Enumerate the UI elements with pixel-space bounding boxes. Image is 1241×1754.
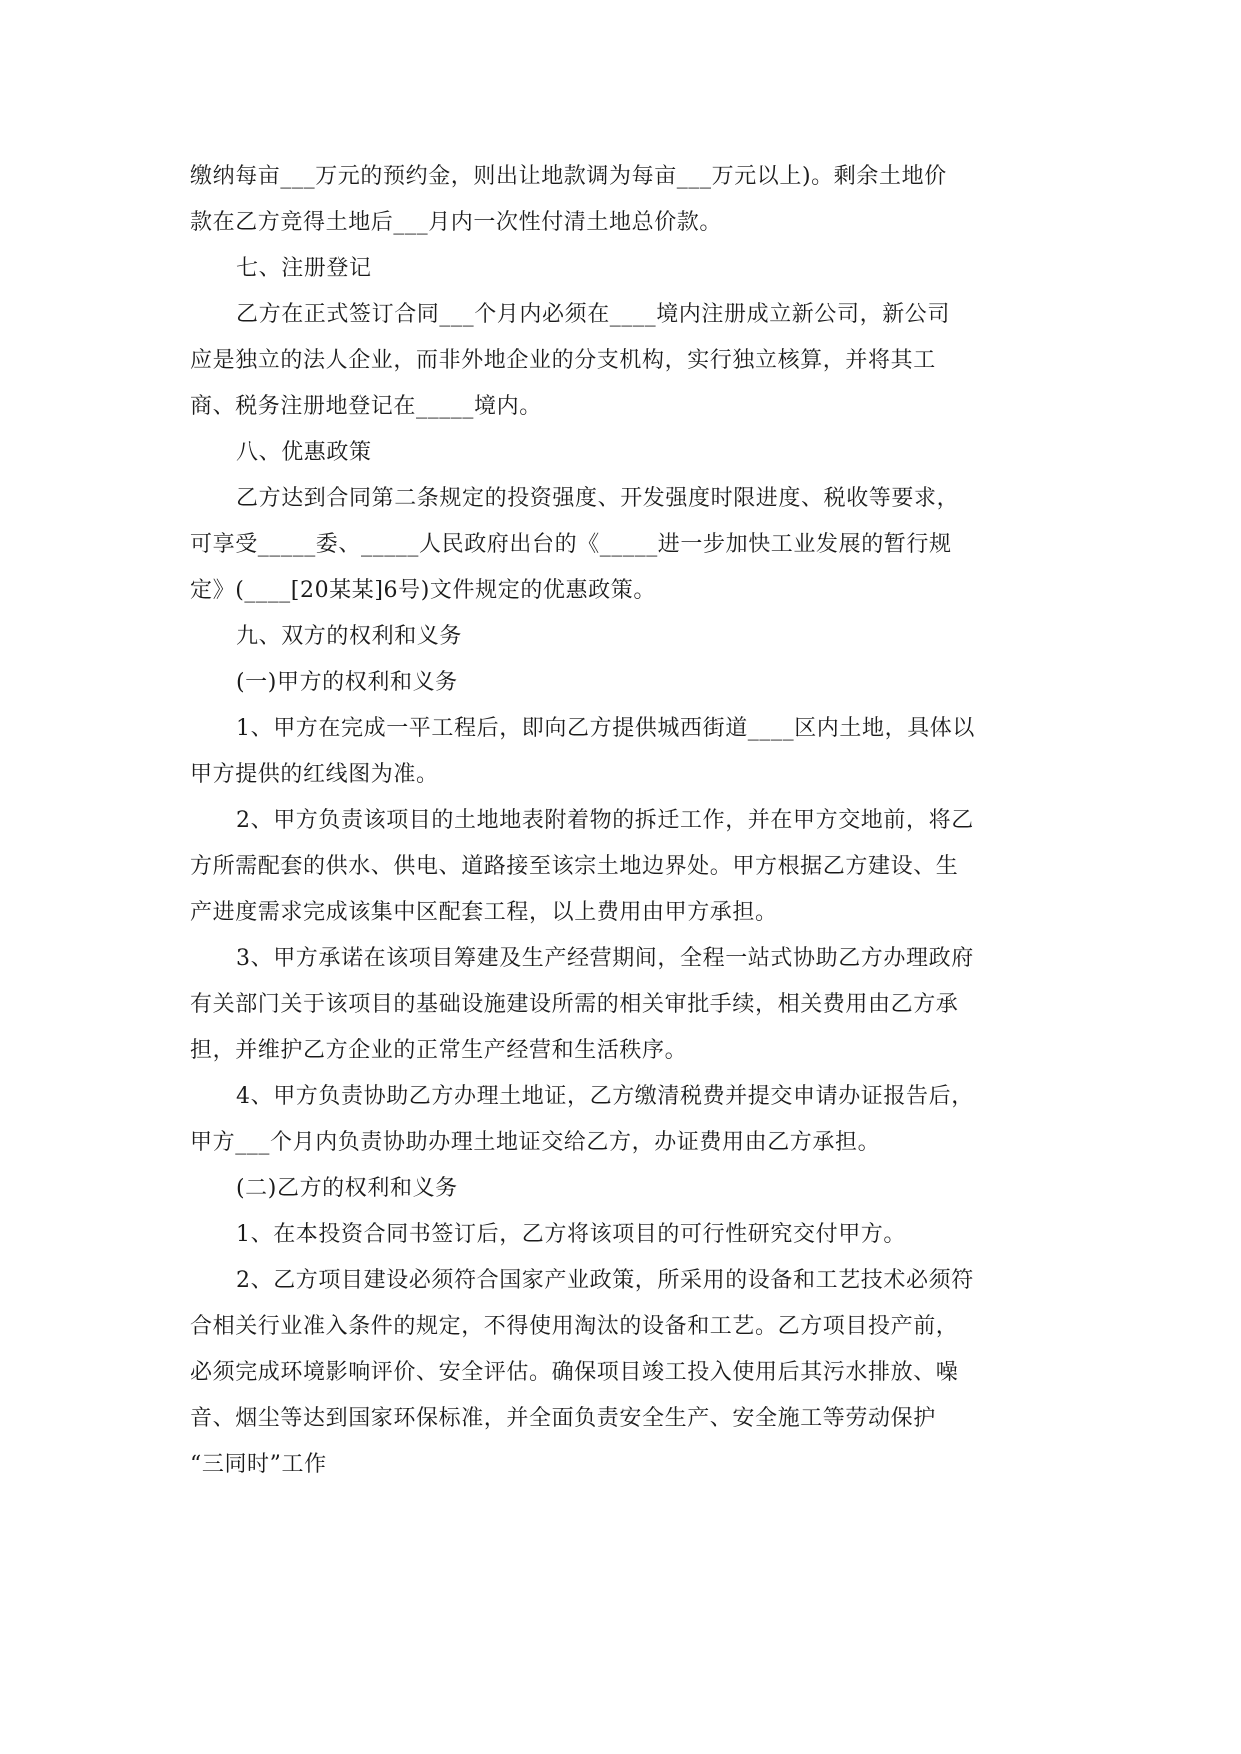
section-heading: 八、优惠政策 (236, 440, 372, 465)
text-line: 2、乙方项目建设必须符合国家产业政策，所采用的设备和工艺技术必须符 (236, 1268, 974, 1293)
text-line: 必须完成环境影响评价、安全评估。确保项目竣工投入使用后其污水排放、噪 (190, 1360, 959, 1385)
text-line: 合相关行业准入条件的规定，不得使用淘汰的设备和工艺。乙方项目投产前， (190, 1314, 959, 1339)
text-line: 产进度需求完成该集中区配套工程，以上费用由甲方承担。 (190, 900, 778, 925)
subsection-heading: (一)甲方的权利和义务 (236, 670, 458, 695)
text-line: 商、税务注册地登记在_____境内。 (190, 394, 542, 419)
text-line: 3、甲方承诺在该项目筹建及生产经营期间，全程一站式协助乙方办理政府 (236, 946, 974, 971)
text-line: “三同时”工作 (190, 1452, 327, 1477)
section-heading: 九、双方的权利和义务 (236, 624, 463, 649)
text-line: 担，并维护乙方企业的正常生产经营和生活秩序。 (190, 1038, 688, 1063)
text-line: 有关部门关于该项目的基础设施建设所需的相关审批手续，相关费用由乙方承 (190, 992, 959, 1017)
text-line: 可享受_____委、_____人民政府出台的《_____进一步加快工业发展的暂行规 (190, 532, 952, 557)
text-line: 缴纳每亩___万元的预约金，则出让地款调为每亩___万元以上)。剩余土地价 (190, 164, 947, 189)
text-line: 乙方在正式签订合同___个月内必须在____境内注册成立新公司，新公司 (236, 302, 951, 327)
text-line: 1、在本投资合同书签订后，乙方将该项目的可行性研究交付甲方。 (236, 1222, 906, 1247)
text-line: 1、甲方在完成一平工程后，即向乙方提供城西街道____区内土地，具体以 (236, 716, 975, 741)
document-page (190, 154, 1060, 1488)
section-heading: 七、注册登记 (236, 256, 372, 281)
text-line: 应是独立的法人企业，而非外地企业的分支机构，实行独立核算，并将其工 (190, 348, 936, 373)
text-line: 定》(____[20某某]6号)文件规定的优惠政策。 (190, 578, 656, 603)
text-line: 2、甲方负责该项目的土地地表附着物的拆迁工作，并在甲方交地前，将乙 (236, 808, 974, 833)
subsection-heading: (二)乙方的权利和义务 (236, 1176, 458, 1201)
text-line: 甲方提供的红线图为准。 (190, 762, 439, 787)
text-line: 方所需配套的供水、供电、道路接至该宗土地边界处。甲方根据乙方建设、生 (190, 854, 959, 879)
text-line: 款在乙方竞得土地后___月内一次性付清土地总价款。 (190, 210, 723, 235)
text-line: 乙方达到合同第二条规定的投资强度、开发强度时限进度、税收等要求， (236, 486, 960, 511)
text-line: 甲方___个月内负责协助办理土地证交给乙方，办证费用由乙方承担。 (190, 1130, 881, 1155)
text-line: 音、烟尘等达到国家环保标准，并全面负责安全生产、安全施工等劳动保护 (190, 1406, 936, 1431)
text-line: 4、甲方负责协助乙方办理土地证，乙方缴清税费并提交申请办证报告后， (236, 1084, 974, 1109)
